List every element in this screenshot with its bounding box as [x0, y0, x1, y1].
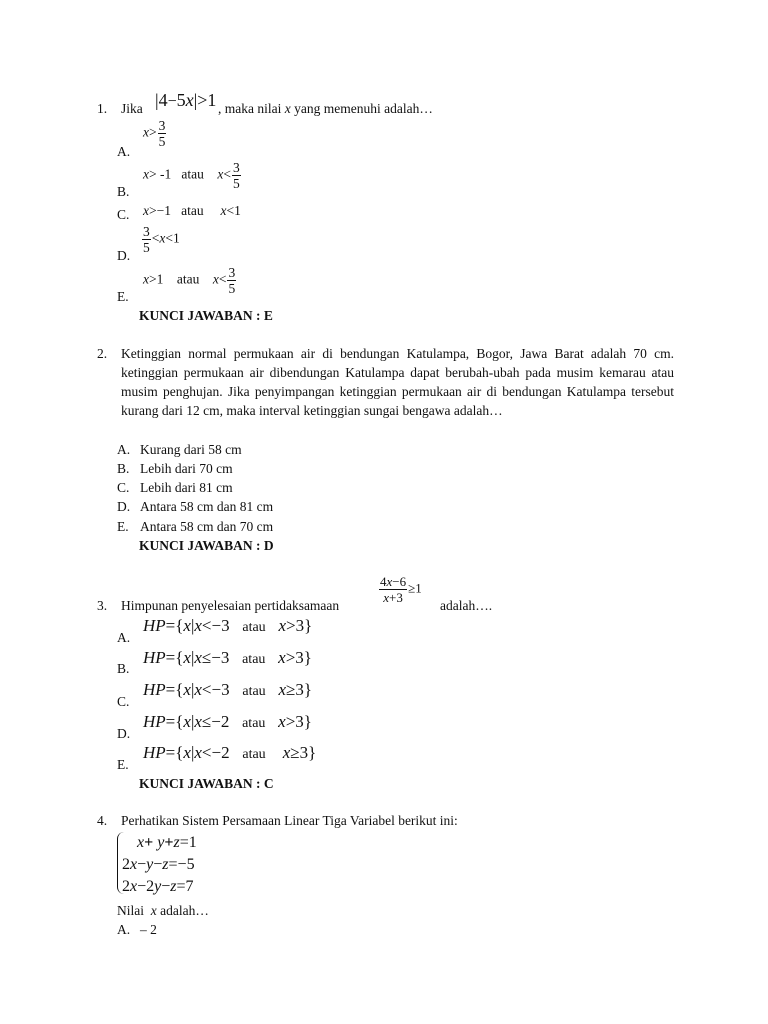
question-expression: $\frac{4x-6}{x+3}$ ≥1 — [380, 574, 422, 605]
question-number: 4. — [97, 813, 108, 828]
option-d-answer[interactable]: HP={x|x≤−2 atau x>3} — [143, 712, 312, 731]
option-d-text[interactable]: Antara 58 cm dan 81 cm — [140, 499, 274, 514]
option-d-answer[interactable]: $\frac{3}{5}$ <x<1 — [143, 224, 180, 255]
question-prefix: Himpunan penyelesaian pertidaksamaan — [121, 598, 340, 613]
option-a-text[interactable]: Kurang dari 58 cm — [140, 442, 242, 457]
question-suffix: , maka nilai x yang memenuhi adalah… — [218, 101, 433, 116]
option-label-b: B. — [117, 184, 130, 199]
option-a-text[interactable]: – 2 — [140, 922, 157, 937]
option-label-e: E. — [117, 289, 129, 304]
question-prefix: Jika — [121, 101, 143, 116]
question-number: 1. — [97, 101, 108, 116]
option-label-c: C. — [117, 694, 130, 709]
option-label-d: D. — [117, 248, 131, 263]
option-c-text[interactable]: Lebih dari 81 cm — [140, 480, 233, 495]
question-number: 3. — [97, 598, 108, 613]
option-a-answer[interactable]: HP={x|x<−3 atau x>3} — [143, 616, 313, 635]
option-label-a: A. — [117, 442, 131, 457]
option-b-answer[interactable]: HP={x|x≤−3 atau x>3} — [143, 648, 312, 667]
answer-key: KUNCI JAWABAN : E — [139, 308, 273, 323]
option-b-text[interactable]: Lebih dari 70 cm — [140, 461, 233, 476]
option-c-answer[interactable]: HP={x|x<−3 atau x≥3} — [143, 680, 312, 699]
option-label-a: A. — [117, 630, 131, 645]
question-expression: |4−5x|>1 — [155, 90, 217, 110]
option-label-b: B. — [117, 461, 130, 476]
question-text: Perhatikan Sistem Persamaan Linear Tiga Variabel berikut ini: — [121, 813, 458, 828]
question-text: Ketinggian normal permukaan air di bendungan Katulampa, Bogor, Jawa Barat adalah 70 cm. ketinggian permukaan air dibendungan Katulampa dapat berubah-ubah pada musim kemarau atau musim penghujan. Jika penyimpangan ketinggian permukaan air di bendungan Katulampa tersebut kurang dari 12 cm, maka interval ketinggian sungai bengawa adalah… — [121, 346, 674, 418]
system-equation-2: 2x−y−z=−5 — [122, 856, 195, 873]
option-label-a: A. — [117, 144, 131, 159]
option-e-text[interactable]: Antara 58 cm dan 70 cm — [140, 519, 274, 534]
option-e-answer[interactable]: x>1 atau x< $\frac{3}{5}$ — [143, 265, 236, 296]
system-equation-1: x+ y+z=1 — [137, 834, 197, 851]
option-c-answer[interactable]: x>−1 atau x<1 — [143, 203, 241, 218]
option-label-c: C. — [117, 480, 130, 495]
question-prompt: Nilai x adalah… — [117, 903, 209, 918]
option-label-e: E. — [117, 519, 129, 534]
option-label-a: A. — [117, 922, 131, 937]
system-equation-3: 2x−2y−z=7 — [122, 878, 194, 895]
answer-key: KUNCI JAWABAN : C — [139, 776, 274, 791]
option-a-answer[interactable]: x> $\frac{3}{5}$ — [143, 118, 166, 149]
option-e-answer[interactable]: HP={x|x<−2 atau x≥3} — [143, 743, 317, 762]
question-suffix: adalah…. — [440, 598, 493, 613]
option-label-c: C. — [117, 207, 130, 222]
option-label-d: D. — [117, 499, 131, 514]
option-label-e: E. — [117, 757, 129, 772]
question-number: 2. — [97, 346, 108, 361]
option-b-answer[interactable]: x> -1 atau x< $\frac{3}{5}$ — [143, 160, 240, 191]
answer-key: KUNCI JAWABAN : D — [139, 538, 274, 553]
option-label-d: D. — [117, 726, 131, 741]
option-label-b: B. — [117, 661, 130, 676]
